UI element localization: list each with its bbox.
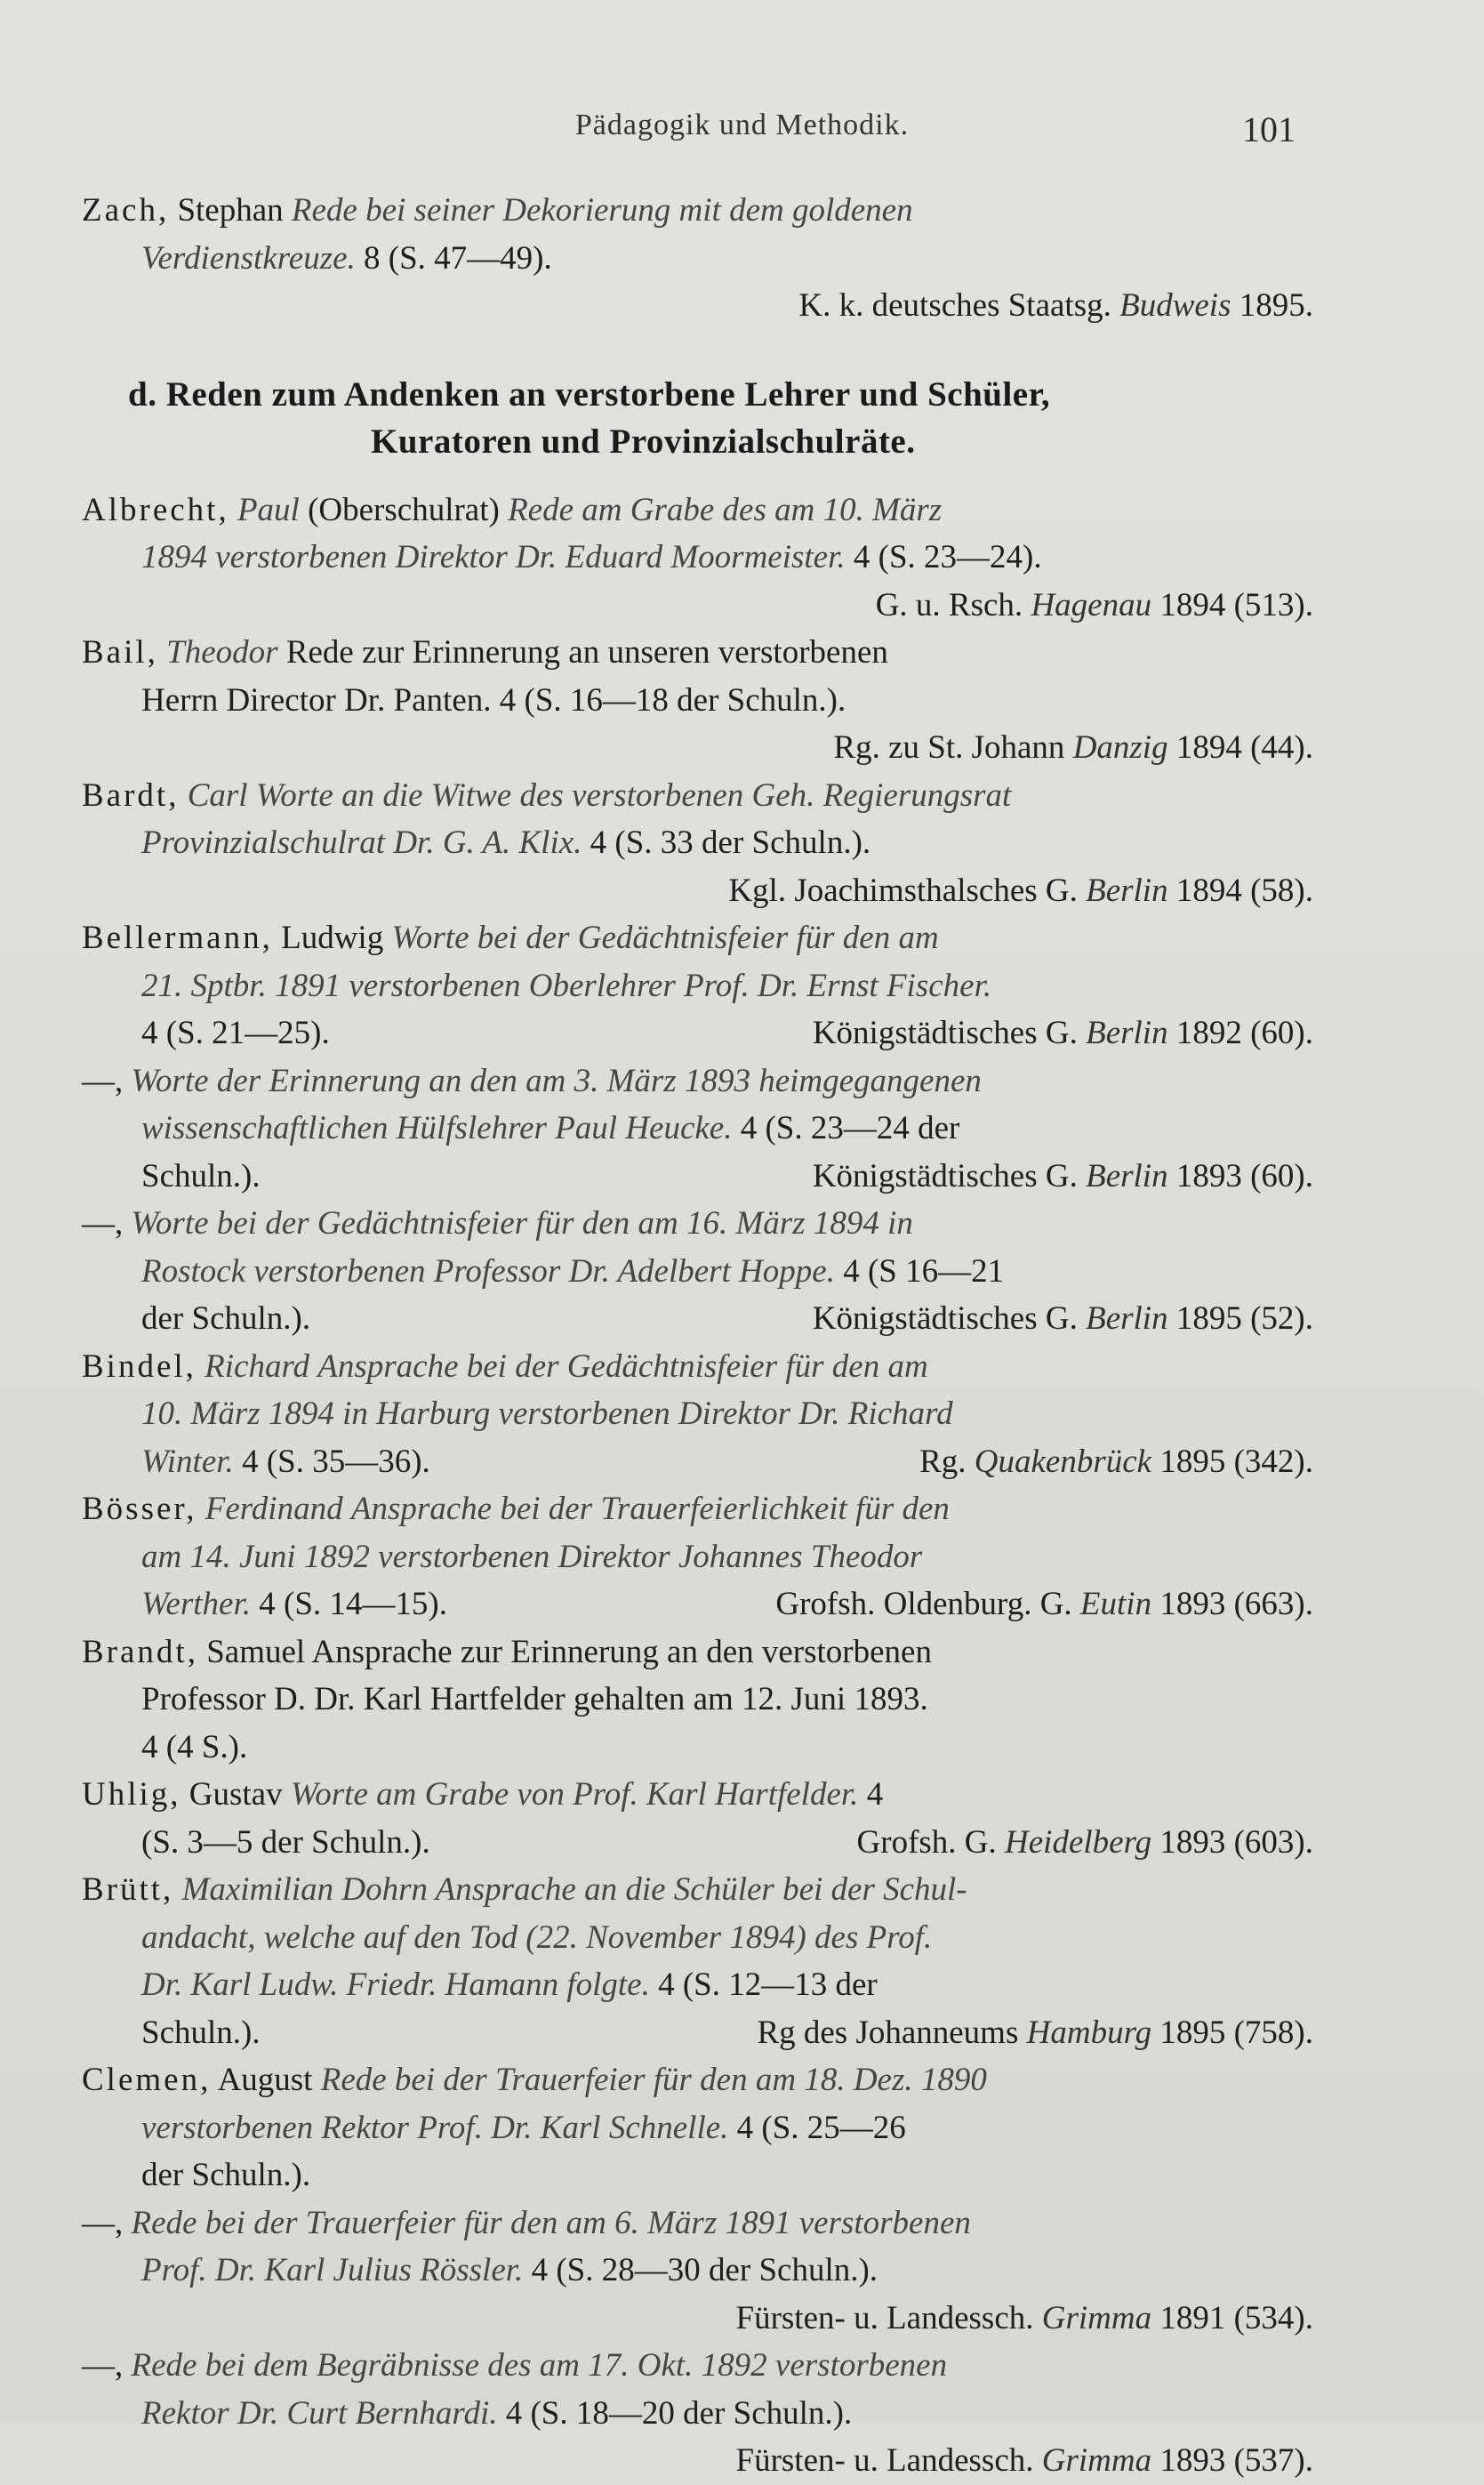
year-ref: 1895 (758).	[1159, 2014, 1313, 2051]
school-name: Grofsh. G.	[856, 1823, 997, 1861]
page-range: Schuln.).	[141, 1157, 261, 1194]
author-name: Bardt,	[82, 776, 180, 814]
entry-bellermann-2-line-1	[82, 1058, 1313, 1106]
author-name: Bösser,	[82, 1491, 197, 1527]
place-name: Quakenbrück	[974, 1443, 1152, 1480]
school-name: Königstädtisches G.	[812, 1300, 1078, 1337]
page-range: 4 (S. 28—30 der Schuln.).	[531, 2252, 878, 2288]
entry-clemen-3-line-2	[82, 2390, 1313, 2438]
year-ref: 1894 (58).	[1175, 872, 1313, 909]
work-title: Rede zur Erinnerung an unseren verstorbenen	[285, 634, 888, 671]
place-name: Hagenau	[1031, 586, 1152, 623]
author-forename: Gustav	[189, 1776, 283, 1813]
page-range: Schuln.).	[141, 2014, 261, 2051]
section-gap	[82, 330, 1313, 371]
author-name: Clemen,	[82, 2062, 212, 2098]
entry-uhlig-line-1	[82, 1771, 1313, 1819]
entry-boesser-line-1	[82, 1485, 1313, 1533]
entry-clemen-2-line-2	[82, 2247, 1313, 2295]
page-range: 8 (S. 47—49).	[364, 239, 552, 277]
school-name: K. k. deutsches Staatsg.	[798, 287, 1111, 324]
school-name: Rg. zu St. Johann	[833, 729, 1065, 766]
work-title: Worte bei der Gedächtnisfeier für den am	[391, 920, 939, 956]
page-range: 4 (S 16—21	[843, 1252, 1005, 1290]
work-title: Professor D. Dr. Karl Hartfelder gehalten am 12. Juni 1893.	[141, 1681, 928, 1717]
year-ref: 1894 (44).	[1175, 729, 1313, 766]
place-name: Berlin	[1086, 1300, 1168, 1337]
page-range: 4 (4 S.).	[141, 1728, 248, 1765]
section-heading: d. Reden zum Andenken an verstorbene Lehrer und Schüler,	[128, 374, 1051, 414]
running-title: Pädagogik und Methodik.	[574, 109, 910, 141]
work-title: Rostock verstorbenen Professor Dr. Adelbert Hoppe.	[141, 1252, 835, 1290]
place-name: Eutin	[1079, 1586, 1152, 1622]
work-title: Verdienstkreuze.	[141, 239, 356, 277]
entry-brandt-line-3	[82, 1724, 1313, 1772]
work-title: Herrn Director Dr. Panten. 4 (S. 16—18 der Schuln.).	[141, 681, 846, 719]
page-range: 4 (S. 35—36).	[242, 1443, 430, 1480]
work-title: wissenschaftlichen Hülfslehrer Paul Heucke.	[141, 1110, 733, 1146]
school-ref	[813, 1009, 1313, 1058]
author-name: Brütt,	[82, 1871, 174, 1908]
work-title: Ansprache bei der Trauerfeierlichkeit für den	[350, 1491, 950, 1527]
place-name: Heidelberg	[1005, 1823, 1152, 1861]
author-name: Zach,	[82, 192, 170, 229]
work-title: Worte am Grabe von Prof. Karl Hartfelder.	[290, 1776, 859, 1813]
work-title: Worte an die Witwe des verstorbenen Geh. Regierungsrat	[255, 776, 1012, 814]
author-name: Brandt,	[82, 1633, 198, 1670]
ditto-dash: —,	[82, 1062, 124, 1099]
entry-bardt-line-1	[82, 772, 1313, 820]
author-forename: Theodor	[166, 634, 278, 671]
work-title: Winter.	[141, 1443, 234, 1480]
place-name: Grimma	[1041, 2299, 1152, 2336]
work-title: verstorbenen Rektor Prof. Dr. Karl Schnelle.	[141, 2109, 729, 2146]
school-name: Königstädtisches G.	[812, 1157, 1078, 1194]
work-title: Dohrn Ansprache an die Schüler bei der Schul-	[341, 1871, 967, 1908]
work-title: Rede am Grabe des am 10. März	[508, 491, 943, 528]
work-title: 10. März 1894 in Harburg verstorbenen Direktor Dr. Richard	[141, 1395, 953, 1432]
entry-brandt-line-2	[82, 1676, 1313, 1724]
entry-boesser-line-3	[82, 1580, 1313, 1629]
author-forename: Paul	[237, 491, 300, 528]
entry-bindel-line-3	[82, 1438, 1313, 1486]
work-title: Provinzialschulrat Dr. G. A. Klix.	[141, 824, 582, 861]
school-ref	[813, 1153, 1313, 1201]
entry-zach-line-1	[82, 187, 1313, 235]
page-range: 4 (S. 23—24 der	[740, 1110, 960, 1146]
entry-bellermann-3-line-3	[82, 1295, 1313, 1343]
work-title: Werther.	[141, 1586, 251, 1622]
author-forename: Ferdinand	[205, 1491, 343, 1527]
place-name: Grimma	[1041, 2442, 1152, 2479]
school-name: Königstädtisches G.	[812, 1015, 1078, 1051]
school-ref	[813, 1295, 1313, 1343]
format-size: 4	[866, 1776, 884, 1813]
page-header	[0, 109, 1484, 153]
year-ref: 1893 (603).	[1159, 1823, 1313, 1861]
place-name: Hamburg	[1026, 2014, 1152, 2051]
page-range: 4 (S. 23—24).	[853, 539, 1042, 575]
work-title: Dr. Karl Ludw. Friedr. Hamann folgte.	[141, 1966, 650, 2003]
entry-clemen-3-line-1	[82, 2342, 1313, 2390]
page-range: 4 (S. 21—25).	[141, 1015, 330, 1051]
place-name: Danzig	[1072, 729, 1168, 766]
year-ref: 1892 (60).	[1175, 1015, 1313, 1051]
year-ref: 1893 (60).	[1175, 1157, 1313, 1194]
work-title: andacht, welche auf den Tod (22. November 1894) des Prof.	[141, 1918, 933, 1956]
work-title: Samuel Ansprache zur Erinnerung an den verstorbenen	[206, 1633, 932, 1670]
work-title: Rede bei seiner Dekorierung mit dem goldenen	[291, 192, 913, 229]
school-name: Grofsh. Oldenburg. G.	[775, 1586, 1072, 1622]
work-title: Worte der Erinnerung an den am 3. März 1893 heimgegangenen	[131, 1062, 982, 1099]
author-forename: Stephan	[177, 192, 284, 229]
work-title: Rektor Dr. Curt Bernhardi.	[141, 2394, 498, 2432]
author-forename: Ludwig	[281, 920, 384, 956]
entry-brandt-line-1	[82, 1629, 1313, 1677]
page-range: 4 (S. 25—26	[736, 2109, 906, 2146]
page-range: 4 (S. 18—20 der Schuln.).	[505, 2394, 853, 2432]
work-title: Worte bei der Gedächtnisfeier für den am 16. März 1894 in	[131, 1205, 913, 1242]
entry-clemen-1-line-3	[82, 2151, 1313, 2200]
page-range: 4 (S. 33 der Schuln.).	[590, 824, 871, 861]
entry-bail-line-3	[82, 724, 1313, 772]
entry-bruett-line-1	[82, 1866, 1313, 1914]
author-forename: Carl	[187, 776, 248, 814]
work-title: Rede bei der Trauerfeier für den am 6. März 1891 verstorbenen	[131, 2204, 971, 2241]
author-forename: August	[217, 2062, 313, 2098]
school-ref	[919, 1438, 1313, 1486]
entry-bellermann-1-line-2	[82, 962, 1313, 1010]
author-name: Bail,	[82, 634, 158, 671]
entry-clemen-1-line-2	[82, 2104, 1313, 2152]
entry-uhlig-line-2	[82, 1819, 1313, 1867]
page-range: der Schuln.).	[141, 2157, 311, 2193]
work-title: am 14. Juni 1892 verstorbenen Direktor Johannes Theodor	[141, 1538, 923, 1575]
school-ref	[857, 1819, 1313, 1867]
entry-bellermann-1-line-3	[82, 1009, 1313, 1058]
work-title: 21. Sptbr. 1891 verstorbenen Oberlehrer Prof. Dr. Ernst Fischer.	[141, 967, 992, 1004]
work-title: Ansprache bei der Gedächtnisfeier für den am	[317, 1347, 928, 1385]
spacer	[82, 465, 1313, 487]
school-name: Fürsten- u. Landessch.	[735, 2442, 1034, 2479]
entry-bellermann-3-line-1	[82, 1200, 1313, 1248]
entry-bellermann-3-line-2	[82, 1248, 1313, 1296]
author-name: Albrecht,	[82, 491, 229, 528]
school-name: G. u. Rsch.	[875, 586, 1023, 623]
year-ref: 1893 (663).	[1159, 1586, 1313, 1622]
school-ref	[757, 2009, 1313, 2057]
entry-clemen-1-line-1	[82, 2056, 1313, 2104]
work-title: Prof. Dr. Karl Julius Rössler.	[141, 2252, 524, 2288]
place-name: Berlin	[1086, 1157, 1168, 1194]
entry-bail-line-1	[82, 629, 1313, 677]
year-ref: 1895 (342).	[1159, 1443, 1313, 1480]
work-title: Rede bei dem Begräbnisse des am 17. Okt. 1892 verstorbenen	[131, 2347, 948, 2384]
entry-bail-line-2	[82, 677, 1313, 725]
entry-albrecht-line-1	[82, 487, 1313, 535]
page-number: 101	[1242, 109, 1295, 149]
year-ref: 1894 (513).	[1159, 586, 1313, 623]
author-name: Bellermann,	[82, 920, 273, 956]
entry-bellermann-2-line-3	[82, 1153, 1313, 1201]
place-name: Berlin	[1086, 1015, 1168, 1051]
entry-bardt-line-2	[82, 819, 1313, 867]
author-forename: Maximilian	[181, 1871, 334, 1908]
entry-bruett-line-4	[82, 2009, 1313, 2057]
entry-bardt-line-3	[82, 867, 1313, 915]
school-name: Fürsten- u. Landessch.	[735, 2299, 1034, 2336]
entry-boesser-line-2	[82, 1533, 1313, 1581]
entry-clemen-3-line-3	[82, 2437, 1313, 2485]
school-name: Kgl. Joachimsthalsches G.	[728, 872, 1078, 909]
ditto-dash: —,	[82, 2204, 124, 2241]
author-name: Uhlig,	[82, 1776, 181, 1813]
entry-bindel-line-2	[82, 1390, 1313, 1438]
entry-bruett-line-3	[82, 1961, 1313, 2009]
page-range: 4 (S. 14—15).	[259, 1586, 447, 1622]
page-range: (S. 3—5 der Schuln.).	[141, 1823, 430, 1861]
entry-bellermann-2-line-2	[82, 1105, 1313, 1153]
school-name: Rg.	[919, 1443, 967, 1480]
entry-clemen-2-line-1	[82, 2200, 1313, 2248]
school-ref	[775, 1580, 1313, 1629]
school-name: Rg des Johanneums	[757, 2014, 1019, 2051]
page-range: der Schuln.).	[141, 1300, 311, 1337]
entry-bellermann-1-line-1	[82, 914, 1313, 962]
entry-albrecht-line-2	[82, 534, 1313, 582]
page-range: 4 (S. 12—13 der	[658, 1966, 878, 2003]
ditto-dash: —,	[82, 1205, 124, 1242]
section-heading-cont: Kuratoren und Provinzialschulräte.	[371, 422, 916, 461]
place-name: Budweis	[1119, 287, 1231, 324]
year-ref: 1893 (537).	[1159, 2442, 1313, 2479]
entry-albrecht-line-3	[82, 582, 1313, 630]
work-title: 1894 verstorbenen Direktor Dr. Eduard Moormeister.	[141, 539, 846, 575]
author-name: Bindel,	[82, 1347, 197, 1385]
place-name: Berlin	[1086, 872, 1168, 909]
page-content	[82, 187, 1313, 2485]
entry-zach-line-2	[82, 235, 1313, 283]
year-ref: 1891 (534).	[1159, 2299, 1313, 2336]
year-ref: 1895.	[1239, 287, 1313, 324]
entry-clemen-2-line-3	[82, 2295, 1313, 2343]
entry-bruett-line-2	[82, 1914, 1313, 1962]
work-title: Rede bei der Trauerfeier für den am 18. Dez. 1890	[320, 2062, 987, 2098]
year-ref: 1895 (52).	[1175, 1300, 1313, 1337]
author-role: (Oberschulrat)	[308, 491, 500, 528]
entry-zach-line-3	[82, 282, 1313, 330]
author-forename: Richard	[205, 1347, 310, 1385]
ditto-dash: —,	[82, 2347, 124, 2384]
entry-bindel-line-1	[82, 1343, 1313, 1391]
